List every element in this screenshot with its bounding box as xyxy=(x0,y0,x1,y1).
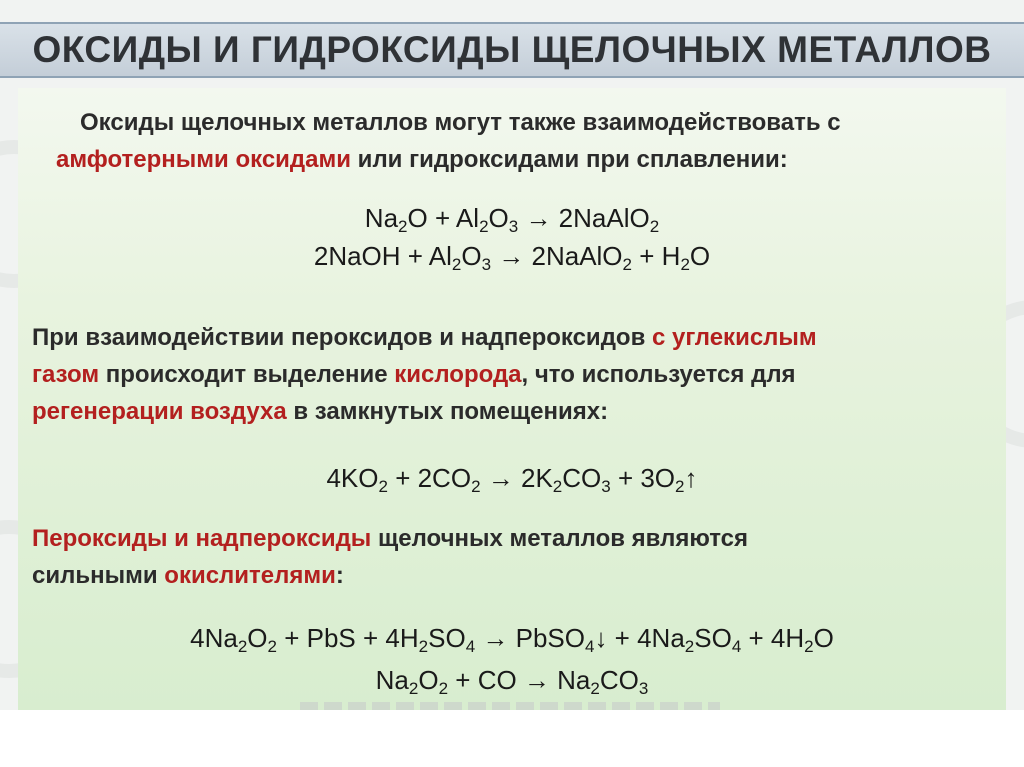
eq-part: O + Al xyxy=(407,203,480,233)
paragraph-text: При взаимодействии пероксидов и надпероксидов xyxy=(32,324,653,351)
eq-part: → PbSO xyxy=(475,623,585,653)
paragraph-text: , что используется для xyxy=(521,361,796,388)
eq-part: + 2CO xyxy=(387,463,472,493)
eq-sub: 2 xyxy=(237,637,248,656)
eq-part: 4KO xyxy=(326,463,379,493)
eq-part: → 2NaAlO xyxy=(518,203,650,233)
equation-naoh-al2o3 xyxy=(18,238,1006,274)
eq-sub: 2 xyxy=(398,217,408,236)
equation-ko2-co2 xyxy=(18,460,1006,496)
eq-part: 4Na xyxy=(190,623,238,653)
highlight-term: амфотерными оксидами xyxy=(56,146,352,173)
eq-sub: 2 xyxy=(590,679,600,698)
eq-sub: 2 xyxy=(267,637,277,656)
paragraph-text: Оксиды щелочных металлов могут также взаимодействовать с xyxy=(80,109,841,136)
highlight-term: газом xyxy=(32,361,100,388)
eq-part: 2NaOH + Al xyxy=(313,241,452,271)
eq-part: + 4H xyxy=(741,623,805,653)
eq-sub: 2 xyxy=(479,217,489,236)
eq-part: SO xyxy=(694,623,732,653)
eq-part: → 2NaAlO xyxy=(491,241,623,271)
paragraph-text: : xyxy=(335,562,344,589)
eq-sub: 4 xyxy=(584,637,595,656)
paragraph-amphoteric xyxy=(56,104,996,178)
paragraph-oxidizers xyxy=(32,520,1002,594)
eq-part: CO xyxy=(599,665,639,695)
cropped-text-strip xyxy=(300,702,720,710)
equation-na2o2-co xyxy=(18,662,1006,698)
eq-part: → 2K xyxy=(480,463,553,493)
paragraph-text: сильными xyxy=(32,562,165,589)
eq-part: + CO → Na xyxy=(448,665,591,695)
content-panel xyxy=(18,88,1006,710)
eq-sub: 2 xyxy=(622,255,633,274)
eq-sub: 4 xyxy=(465,637,476,656)
eq-part: O xyxy=(813,623,834,653)
eq-sub: 2 xyxy=(804,637,814,656)
eq-sub: 2 xyxy=(649,217,660,236)
highlight-term: с углекислым xyxy=(652,324,817,351)
eq-sub: 4 xyxy=(731,637,742,656)
eq-part: O xyxy=(418,665,439,695)
eq-sub: 3 xyxy=(481,255,492,274)
eq-part: Na xyxy=(375,665,409,695)
eq-sub: 2 xyxy=(378,477,388,496)
paragraph-text: или гидроксидами при сплавлении: xyxy=(351,146,788,173)
eq-sub: 2 xyxy=(675,477,685,496)
eq-part: ↑ xyxy=(684,463,698,493)
eq-part: O xyxy=(488,203,509,233)
equation-na2o2-pbs xyxy=(18,620,1006,656)
eq-sub: 2 xyxy=(438,679,449,698)
eq-sub: 3 xyxy=(508,217,519,236)
eq-sub: 2 xyxy=(684,637,695,656)
eq-sub: 2 xyxy=(552,477,563,496)
eq-sub: 2 xyxy=(471,477,481,496)
eq-part: SO xyxy=(428,623,466,653)
eq-part: + 3O xyxy=(610,463,676,493)
highlight-term: регенерации воздуха xyxy=(32,398,287,425)
eq-part: + H xyxy=(632,241,681,271)
equation-na2o-al2o3 xyxy=(18,200,1006,236)
eq-sub: 2 xyxy=(418,637,429,656)
highlight-term: Пероксиды и надпероксиды xyxy=(32,525,372,552)
slide-title: ОКСИДЫ И ГИДРОКСИДЫ ЩЕЛОЧНЫХ МЕТАЛЛОВ xyxy=(32,29,992,70)
eq-sub: 3 xyxy=(638,679,649,698)
eq-part: + PbS + 4H xyxy=(276,623,419,653)
eq-part: O xyxy=(461,241,482,271)
paragraph-text: в замкнутых помещениях: xyxy=(286,398,609,425)
highlight-term: кислорода xyxy=(394,361,522,388)
eq-sub: 2 xyxy=(680,255,690,274)
eq-sub: 2 xyxy=(408,679,419,698)
highlight-term: окислителями xyxy=(164,562,336,589)
eq-sub: 2 xyxy=(451,255,462,274)
eq-part: O xyxy=(247,623,268,653)
eq-part: ↓ + 4Na xyxy=(594,623,685,653)
eq-part: CO xyxy=(562,463,602,493)
paragraph-text: происходит выделение xyxy=(99,361,395,388)
paragraph-peroxides-co2 xyxy=(32,319,1002,430)
eq-part: Na xyxy=(364,203,399,233)
paragraph-text: щелочных металлов являются xyxy=(371,525,749,552)
title-bar xyxy=(0,22,1024,78)
eq-sub: 3 xyxy=(601,477,611,496)
eq-part: O xyxy=(689,241,711,271)
